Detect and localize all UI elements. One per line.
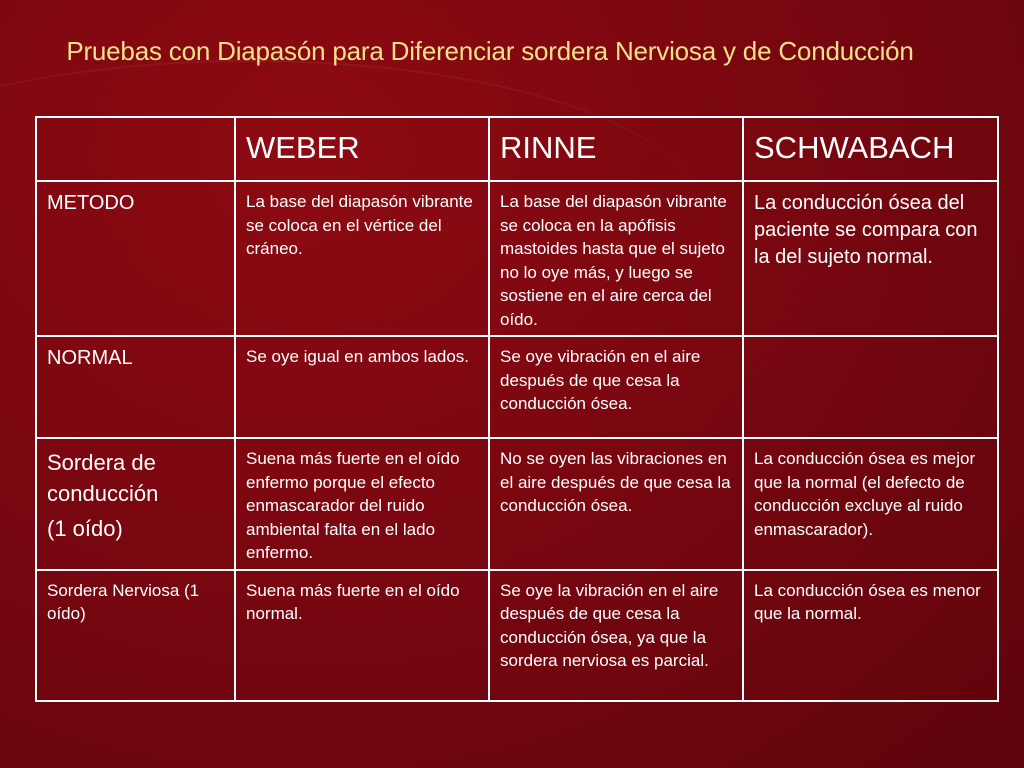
cell-nerviosa-weber: Suena más fuerte en el oído normal. (235, 570, 489, 701)
cell-nerviosa-schwabach: La conducción ósea es menor que la normal. (743, 570, 998, 701)
cell-nerviosa-rinne: Se oye la vibración en el aire después de que cesa la conducción ósea, ya que la sordera nerviosa es parcial. (489, 570, 743, 701)
cell-metodo-weber: La base del diapasón vibrante se coloca en el vértice del cráneo. (235, 181, 489, 336)
cell-metodo-rinne: La base del diapasón vibrante se coloca en la apófisis mastoides hasta que el sujeto no lo oye más, y luego se sostiene en el aire cerca del oído. (489, 181, 743, 336)
row-label-normal: NORMAL (36, 336, 235, 438)
cell-conduccion-schwabach: La conducción ósea es mejor que la normal (el defecto de conducción excluye al ruido enmascarador). (743, 438, 998, 570)
header-weber: WEBER (235, 117, 489, 181)
table-row-sordera-nerviosa (36, 570, 998, 701)
table-row-sordera-conduccion (36, 438, 998, 570)
row-label-sordera-conduccion-main: Sordera de conducción (47, 450, 159, 506)
cell-normal-rinne: Se oye vibración en el aire después de que cesa la conducción ósea. (489, 336, 743, 438)
table-row-metodo (36, 181, 998, 336)
row-label-metodo: METODO (36, 181, 235, 336)
row-label-sordera-nerviosa: Sordera Nerviosa (1 oído) (36, 570, 235, 701)
header-schwabach: SCHWABACH (743, 117, 998, 181)
cell-normal-schwabach (743, 336, 998, 438)
cell-conduccion-rinne: No se oyen las vibraciones en el aire después de que cesa la conducción ósea. (489, 438, 743, 570)
header-empty-cell (36, 117, 235, 181)
header-row (36, 117, 998, 181)
table-row-normal (36, 336, 998, 438)
slide-title: Pruebas con Diapasón para Diferenciar sordera Nerviosa y de Conducción (66, 36, 914, 66)
row-label-sordera-conduccion-sub: (1 oído) (47, 516, 123, 541)
header-rinne: RINNE (489, 117, 743, 181)
cell-conduccion-weber: Suena más fuerte en el oído enfermo porque el efecto enmascarador del ruido ambiental falta en el lado enfermo. (235, 438, 489, 570)
cell-metodo-schwabach: La conducción ósea del paciente se compara con la del sujeto normal. (743, 181, 998, 336)
row-label-sordera-conduccion (36, 438, 235, 570)
tuning-fork-tests-table (35, 116, 999, 702)
cell-normal-weber: Se oye igual en ambos lados. (235, 336, 489, 438)
